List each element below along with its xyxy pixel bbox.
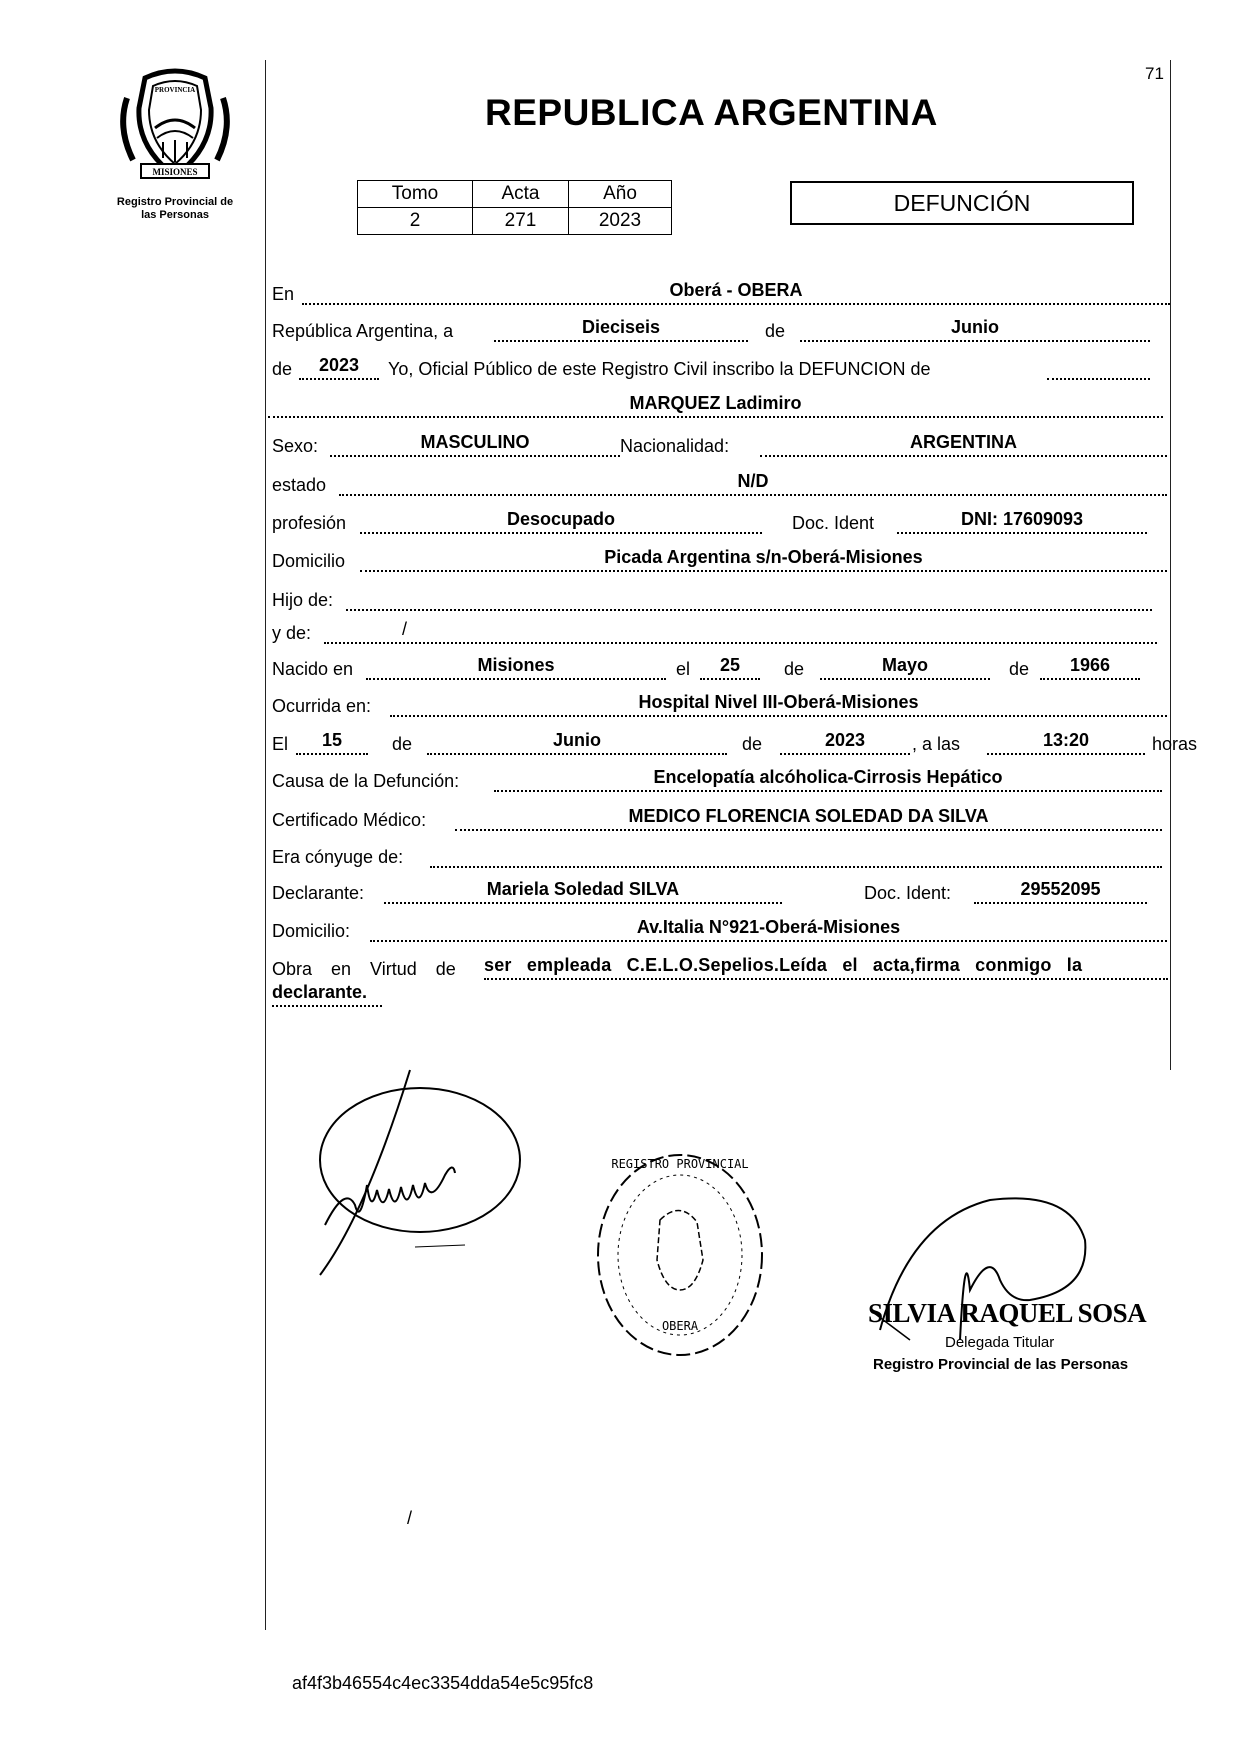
sexo-label: Sexo: [272, 436, 319, 456]
obra-value-1: ser empleada C.E.L.O.Sepelios.Leída el acta,firma conmigo la [484, 955, 1083, 975]
row-yde [272, 619, 1157, 645]
hijo-fill [346, 586, 1152, 611]
alas-label: , a las [912, 734, 961, 754]
fecha-mes: Junio [553, 730, 601, 750]
yde-value: / [402, 619, 408, 639]
nacido-mes-fill [820, 655, 990, 680]
declarante-fill [384, 879, 782, 904]
tomo-header: Tomo [358, 181, 473, 208]
fecha-anio: 2023 [824, 730, 866, 750]
hora-value: 13:20 [1042, 730, 1090, 750]
left-margin-line [265, 60, 266, 1630]
oficial-text: Yo, Oficial Público de este Registro Civil inscribo la DEFUNCION de [388, 359, 931, 379]
row-certificado [272, 806, 1162, 832]
domicilio-label: Domicilio [272, 551, 346, 571]
obra-fill-1 [484, 955, 1168, 980]
svg-text:REGISTRO PROVINCIAL: REGISTRO PROVINCIAL [611, 1157, 749, 1171]
record-type: DEFUNCIÓN [893, 189, 1031, 216]
hora-fill [987, 730, 1145, 755]
conyuge-fill [430, 843, 1162, 868]
deceased-name-fill [268, 393, 1163, 418]
nacido-lugar: Misiones [477, 655, 555, 675]
registry-seal-logo [115, 68, 235, 186]
oficial-fill [1047, 355, 1150, 380]
row-republica [272, 317, 1162, 343]
fecha-dia: 15 [321, 730, 343, 750]
doc-value: DNI: 17609093 [960, 509, 1084, 529]
row-oficial [272, 355, 1162, 381]
domicilio-fill [360, 547, 1167, 572]
row-sexo [272, 432, 1167, 458]
row-en [272, 280, 1172, 306]
stray-mark: / [407, 1508, 413, 1528]
registry-caption-line2: las Personas [141, 209, 209, 221]
anio-value: 2023 [569, 208, 672, 235]
year-value: 2023 [318, 355, 360, 375]
nacido-lugar-fill [366, 655, 666, 680]
doc2-fill [974, 879, 1147, 904]
row-nacido [272, 655, 1152, 681]
row-declarante [272, 879, 1147, 905]
signatory-name: SILVIA RAQUEL SOSA [868, 1298, 1147, 1328]
profesion-value: Desocupado [506, 509, 616, 529]
row-profesion [272, 509, 1162, 535]
registry-caption-line1: Registro Provincial de [116, 196, 234, 208]
de-label-6: de [742, 734, 763, 754]
de-label-5: de [392, 734, 413, 754]
de-label-1: de [765, 321, 786, 341]
fecha-mes-fill [427, 730, 727, 755]
domicilio2-label: Domicilio: [272, 921, 351, 941]
ocurrida-label: Ocurrida en: [272, 696, 372, 716]
acta-value: 271 [473, 208, 569, 235]
declarante-label: Declarante: [272, 883, 365, 903]
yde-label: y de: [272, 623, 312, 643]
nacionalidad-value: ARGENTINA [910, 432, 1017, 452]
ocurrida-value: Hospital Nivel III-Oberá-Misiones [638, 692, 919, 712]
official-stamp [585, 1140, 775, 1370]
causa-fill [494, 767, 1162, 792]
nacido-anio: 1966 [1069, 655, 1111, 675]
doc-label: Doc. Ident [792, 513, 875, 533]
obra-fill-2 [272, 982, 382, 1007]
de-label-3: de [784, 659, 805, 679]
domicilio2-value: Av.Italia N°921-Oberá-Misiones [636, 917, 901, 937]
svg-text:PROVINCIA: PROVINCIA [154, 86, 196, 94]
nacionalidad-label: Nacionalidad: [620, 436, 730, 456]
domicilio2-fill [370, 917, 1167, 942]
estado-value: N/D [737, 471, 769, 491]
obra-label: Obra en Virtud de [272, 959, 456, 979]
de-label-2: de [272, 359, 293, 379]
nacido-anio-fill [1040, 655, 1140, 680]
document-hash: af4f3b46554c4ec3354dda54e5c95fc8 [292, 1673, 594, 1693]
nacido-dia-fill [700, 655, 760, 680]
en-label: En [272, 284, 295, 304]
row-conyuge [272, 843, 1162, 869]
ocurrida-fill [390, 692, 1167, 717]
causa-label: Causa de la Defunción: [272, 771, 460, 791]
page-number: 71 [1145, 64, 1164, 83]
certificado-label: Certificado Médico: [272, 810, 427, 830]
conyuge-label: Era cónyuge de: [272, 847, 404, 867]
row-obra [272, 955, 1168, 981]
doc2-label: Doc. Ident: [864, 883, 952, 903]
svg-text:MISIONES: MISIONES [152, 167, 198, 177]
de-label-4: de [1009, 659, 1030, 679]
tomo-value: 2 [358, 208, 473, 235]
en-fill [302, 280, 1170, 305]
row-obra-2 [272, 982, 382, 1008]
causa-value: Encelopatía alcóholica-Cirrosis Hepático [653, 767, 1003, 787]
nacionalidad-fill [760, 432, 1167, 457]
en-value: Oberá - OBERA [669, 280, 803, 300]
row-domicilio2 [272, 917, 1167, 943]
certificado-fill [455, 806, 1162, 831]
document-title: REPUBLICA ARGENTINA [485, 92, 938, 133]
svg-text:OBERA: OBERA [661, 1319, 699, 1333]
estado-fill [339, 471, 1167, 496]
day-words: Dieciseis [581, 317, 661, 337]
month-value: Junio [951, 317, 999, 337]
month-fill [800, 317, 1150, 342]
record-table [357, 180, 672, 235]
obra-value-2: declarante. [272, 982, 368, 1002]
doc2-value: 29552095 [1020, 879, 1101, 899]
nacido-dia: 25 [719, 655, 741, 675]
deceased-name: MARQUEZ Ladimiro [629, 393, 802, 413]
fecha-dia-fill [296, 730, 368, 755]
el2-label: El [272, 734, 289, 754]
nacido-mes: Mayo [881, 655, 928, 675]
horas-label: horas [1152, 734, 1198, 754]
fecha-anio-fill [780, 730, 910, 755]
declarant-signature [305, 1065, 535, 1285]
signatory-role: Delegada Titular [945, 1334, 1055, 1351]
row-ocurrida [272, 692, 1167, 718]
nacido-label: Nacido en [272, 659, 354, 679]
certificado-value: MEDICO FLORENCIA SOLEDAD DA SILVA [628, 806, 989, 826]
day-fill [494, 317, 748, 342]
registry-caption [90, 196, 260, 222]
yde-fill [324, 619, 1157, 644]
domicilio-value: Picada Argentina s/n-Oberá-Misiones [604, 547, 923, 567]
profesion-fill [360, 509, 762, 534]
row-deceased-name [268, 393, 1163, 419]
sexo-value: MASCULINO [420, 432, 530, 452]
record-type-box [790, 181, 1134, 225]
hijo-label: Hijo de: [272, 590, 334, 610]
acta-header: Acta [473, 181, 569, 208]
doc-fill [897, 509, 1147, 534]
row-causa [272, 767, 1162, 793]
declarante-value: Mariela Soledad SILVA [486, 879, 680, 899]
estado-label: estado [272, 475, 327, 495]
year-fill [299, 355, 379, 380]
profesion-label: profesión [272, 513, 347, 533]
anio-header: Año [569, 181, 672, 208]
row-domicilio [272, 547, 1167, 573]
row-fecha [272, 730, 1198, 756]
row-hijo [272, 586, 1152, 612]
republica-label: República Argentina, a [272, 321, 454, 341]
row-estado [272, 471, 1167, 497]
sexo-fill [330, 432, 620, 457]
right-margin-line [1170, 60, 1171, 1070]
el-label: el [676, 659, 691, 679]
signatory-org: Registro Provincial de las Personas [873, 1356, 1129, 1373]
